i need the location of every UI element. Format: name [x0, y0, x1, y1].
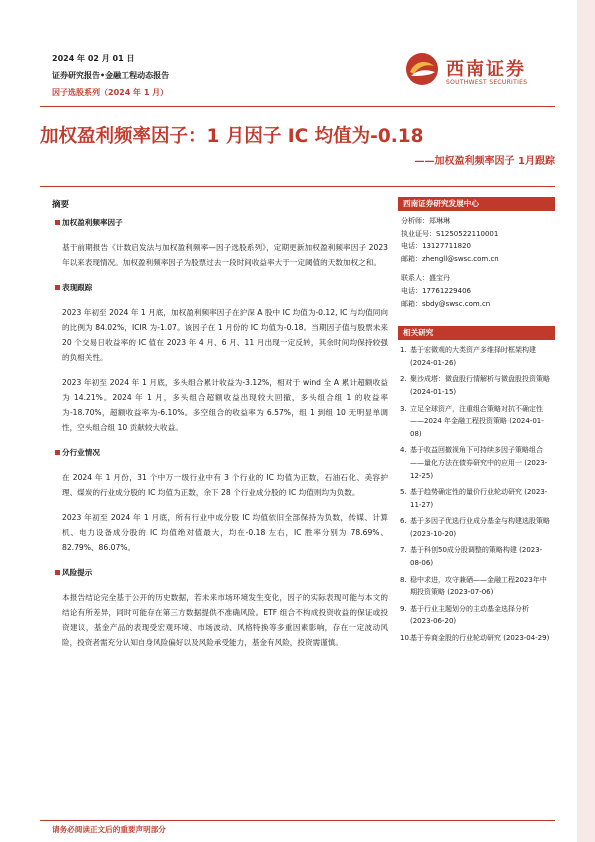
- bullet-square-icon: [55, 450, 60, 455]
- section-heading-text: 分行业情况: [62, 448, 100, 457]
- related-research-list: [398, 340, 555, 652]
- bullet-square-icon: [55, 570, 60, 575]
- abstract-body: [62, 215, 388, 650]
- item-text: 基于行业主题划分的主动基金选择分析 (2023-06-20): [410, 604, 529, 626]
- section-heading-text: 风险提示: [62, 568, 93, 577]
- related-research-item[interactable]: [400, 486, 553, 511]
- item-text: 基于多因子优选行业成分基金与构建选股策略 (2023-10-20): [410, 517, 550, 538]
- related-research-item[interactable]: [400, 603, 553, 628]
- report-date: 2024 年 02 月 01 日: [52, 54, 135, 63]
- item-text: 基于科创50成分股调整的策略构建 (2023-08-06): [410, 546, 543, 568]
- contact-line: 电话：17761229406: [401, 286, 471, 295]
- footer-divider: [40, 820, 555, 821]
- southwest-securities-logo-icon: [405, 52, 439, 86]
- item-text: 聚沙成塔：微盘股行情解析与微盘股投资策略 (2024-01-15): [410, 375, 550, 396]
- paragraph: 在 2024 年 1 月份，31 个中万一级行业中有 3 个行业的 IC 均值为正数，石油石化、美容护理、煤炭的行业成分股的 IC 均值为正数，余下 28 个行业成分股的 IC 均值则均为负数。: [62, 473, 388, 497]
- related-research-item[interactable]: [400, 344, 553, 369]
- item-number: 6.: [400, 517, 407, 526]
- item-text: 基于收益回撤视角下可持续多因子策略组合——量化方法在债券研究中的应用一 (2023-12-25): [410, 446, 548, 480]
- related-research-item[interactable]: [400, 373, 553, 398]
- paragraph: 2023 年初至 2024 年 1 月底，多头组合累计收益为-3.12%，相对于 wind 全 A 累计超额收益为 14.21%。2024 年 1 月，多头组合超额收益出现较大回撤，多头组合组 1 的收益率为-18.70%，超额收益率为-6.10%。多空组合的收益率为 6.57%，组 1 到组 10 无明显单调性，空头组合组 10 贡献较大收益。: [62, 378, 388, 432]
- item-number: 4.: [400, 446, 407, 455]
- right-column: [398, 197, 555, 653]
- section-heading: [62, 565, 388, 580]
- item-text: 立足全球资产，注重组合策略对抗不确定性——2024 年金融工程投资策略 (2024-01-08): [410, 404, 544, 438]
- report-type: 证券研究报告•金融工程动态报告: [52, 71, 170, 80]
- side-margin-band: [577, 0, 595, 842]
- analyst-line: 电话：13127711820: [401, 242, 471, 251]
- related-research-item[interactable]: [400, 574, 553, 599]
- related-research-item[interactable]: [400, 515, 553, 540]
- logo-name-cn: 西南证券: [446, 59, 526, 80]
- related-research-item[interactable]: [400, 632, 553, 645]
- item-number: 7.: [400, 546, 407, 555]
- item-number: 2.: [400, 375, 407, 384]
- abstract-heading: 摘要: [52, 200, 70, 210]
- section-heading: [62, 215, 388, 230]
- analyst-line: 分析师：郑琳琳: [401, 217, 450, 225]
- related-research-item[interactable]: [400, 544, 553, 569]
- analyst-email-link[interactable]: 邮箱：zhengll@swsc.com.cn: [401, 254, 499, 263]
- contact-line: 联系人：盛宝丹: [401, 274, 450, 283]
- item-text: 基于宏微观的大类资产多维择时框架构建 (2024-01-26): [410, 346, 536, 367]
- logo-name-en: SOUTHWEST SECURITIES: [446, 79, 528, 86]
- item-number: 1.: [400, 346, 407, 355]
- spacer: [401, 265, 552, 272]
- paragraph: 2023 年初至 2024 年 1 月底，所有行业中成分股 IC 均值依旧全部保持为负数，传媒、计算机、电力设备成分股的 IC 均值绝对值最大，均在-0.18 左右，IC 胜率分别为 78.69%、82.79%、86.07%。: [62, 513, 388, 552]
- item-number: 10.: [400, 634, 412, 643]
- item-number: 3.: [400, 404, 407, 413]
- section-heading: [62, 280, 388, 295]
- analyst-line: 执业证号：S1250522110001: [401, 229, 499, 238]
- paragraph: 本报告结论完全基于公开的历史数据，若未来市场环境发生变化，因子的实际表现可能与本文的结论有所差异，同时可能存在第三方数据提供不准确风险。ETF 组合不构成投资收益的保证或投资建议，基金产品的表现受宏观环境、市场波动、风格特换等多重因素影响，存在一定波动风险，投资者需充分认知自身风险偏好以及风险承受能力，基金有风险，投资需谨慎。: [62, 593, 388, 647]
- related-research-item[interactable]: [400, 403, 553, 441]
- report-title: 加权盈利频率因子：1 月因子 IC 均值为-0.18: [40, 126, 424, 147]
- section-heading: [62, 445, 388, 460]
- related-research-title: 相关研究: [398, 326, 555, 340]
- bullet-square-icon: [55, 285, 60, 290]
- paragraph: 基于前期报告《计数启发法与加权盈利频率—因子选股系列》，定期更新加权盈利频率因子 2023 年以来表现情况。加权盈利频率因子为股票过去一段时间收益率大于一定阈值的天数加权之和。: [62, 243, 388, 267]
- header-divider: [40, 106, 555, 107]
- item-text: 基于趋势确定性的量价行业轮动研究 (2023-11-27): [410, 488, 548, 509]
- footer-disclaimer: 请务必阅读正文后的重要声明部分: [52, 825, 166, 834]
- item-number: 5.: [400, 488, 407, 497]
- paragraph: 2023 年初至 2024 年 1 月底，加权盈利频率因子在沪深 A 股中 IC 均值为-0.12, IC 与均值同向的比例为 84.02%，ICIR 为-1.07。该因子在 1 月份的 IC 均值为-0.18。当期因子值与股票未来 20 个交易日收益率的 IC 值在 2023 年 4 月、6 月、11 月出现一定反转，其余时间均保持较强的负相关性。: [62, 308, 388, 362]
- item-text: 稳中求进，攻守兼硒——金融工程2023年中期投资策略 (2023-07-06): [410, 575, 547, 597]
- item-text: 基于券商金股的行业轮动研究 (2023-04-29): [410, 634, 550, 643]
- section-heading-text: 加权盈利频率因子: [62, 218, 123, 227]
- item-number: 8.: [400, 575, 407, 584]
- report-subtitle: ——加权盈利频率因子 1月跟踪: [414, 156, 555, 167]
- contact-email-link[interactable]: 邮箱：sbdy@swsc.com.cn: [401, 299, 491, 308]
- report-series: 因子选股系列（2024 年 1 月）: [52, 88, 169, 97]
- item-number: 9.: [400, 604, 407, 613]
- analyst-info: [398, 211, 555, 314]
- section-heading-text: 表现跟踪: [62, 283, 93, 292]
- bullet-square-icon: [55, 220, 60, 225]
- title-divider: [40, 186, 555, 187]
- related-research-item[interactable]: [400, 444, 553, 482]
- research-center-title: 西南证券研究发展中心: [398, 197, 555, 211]
